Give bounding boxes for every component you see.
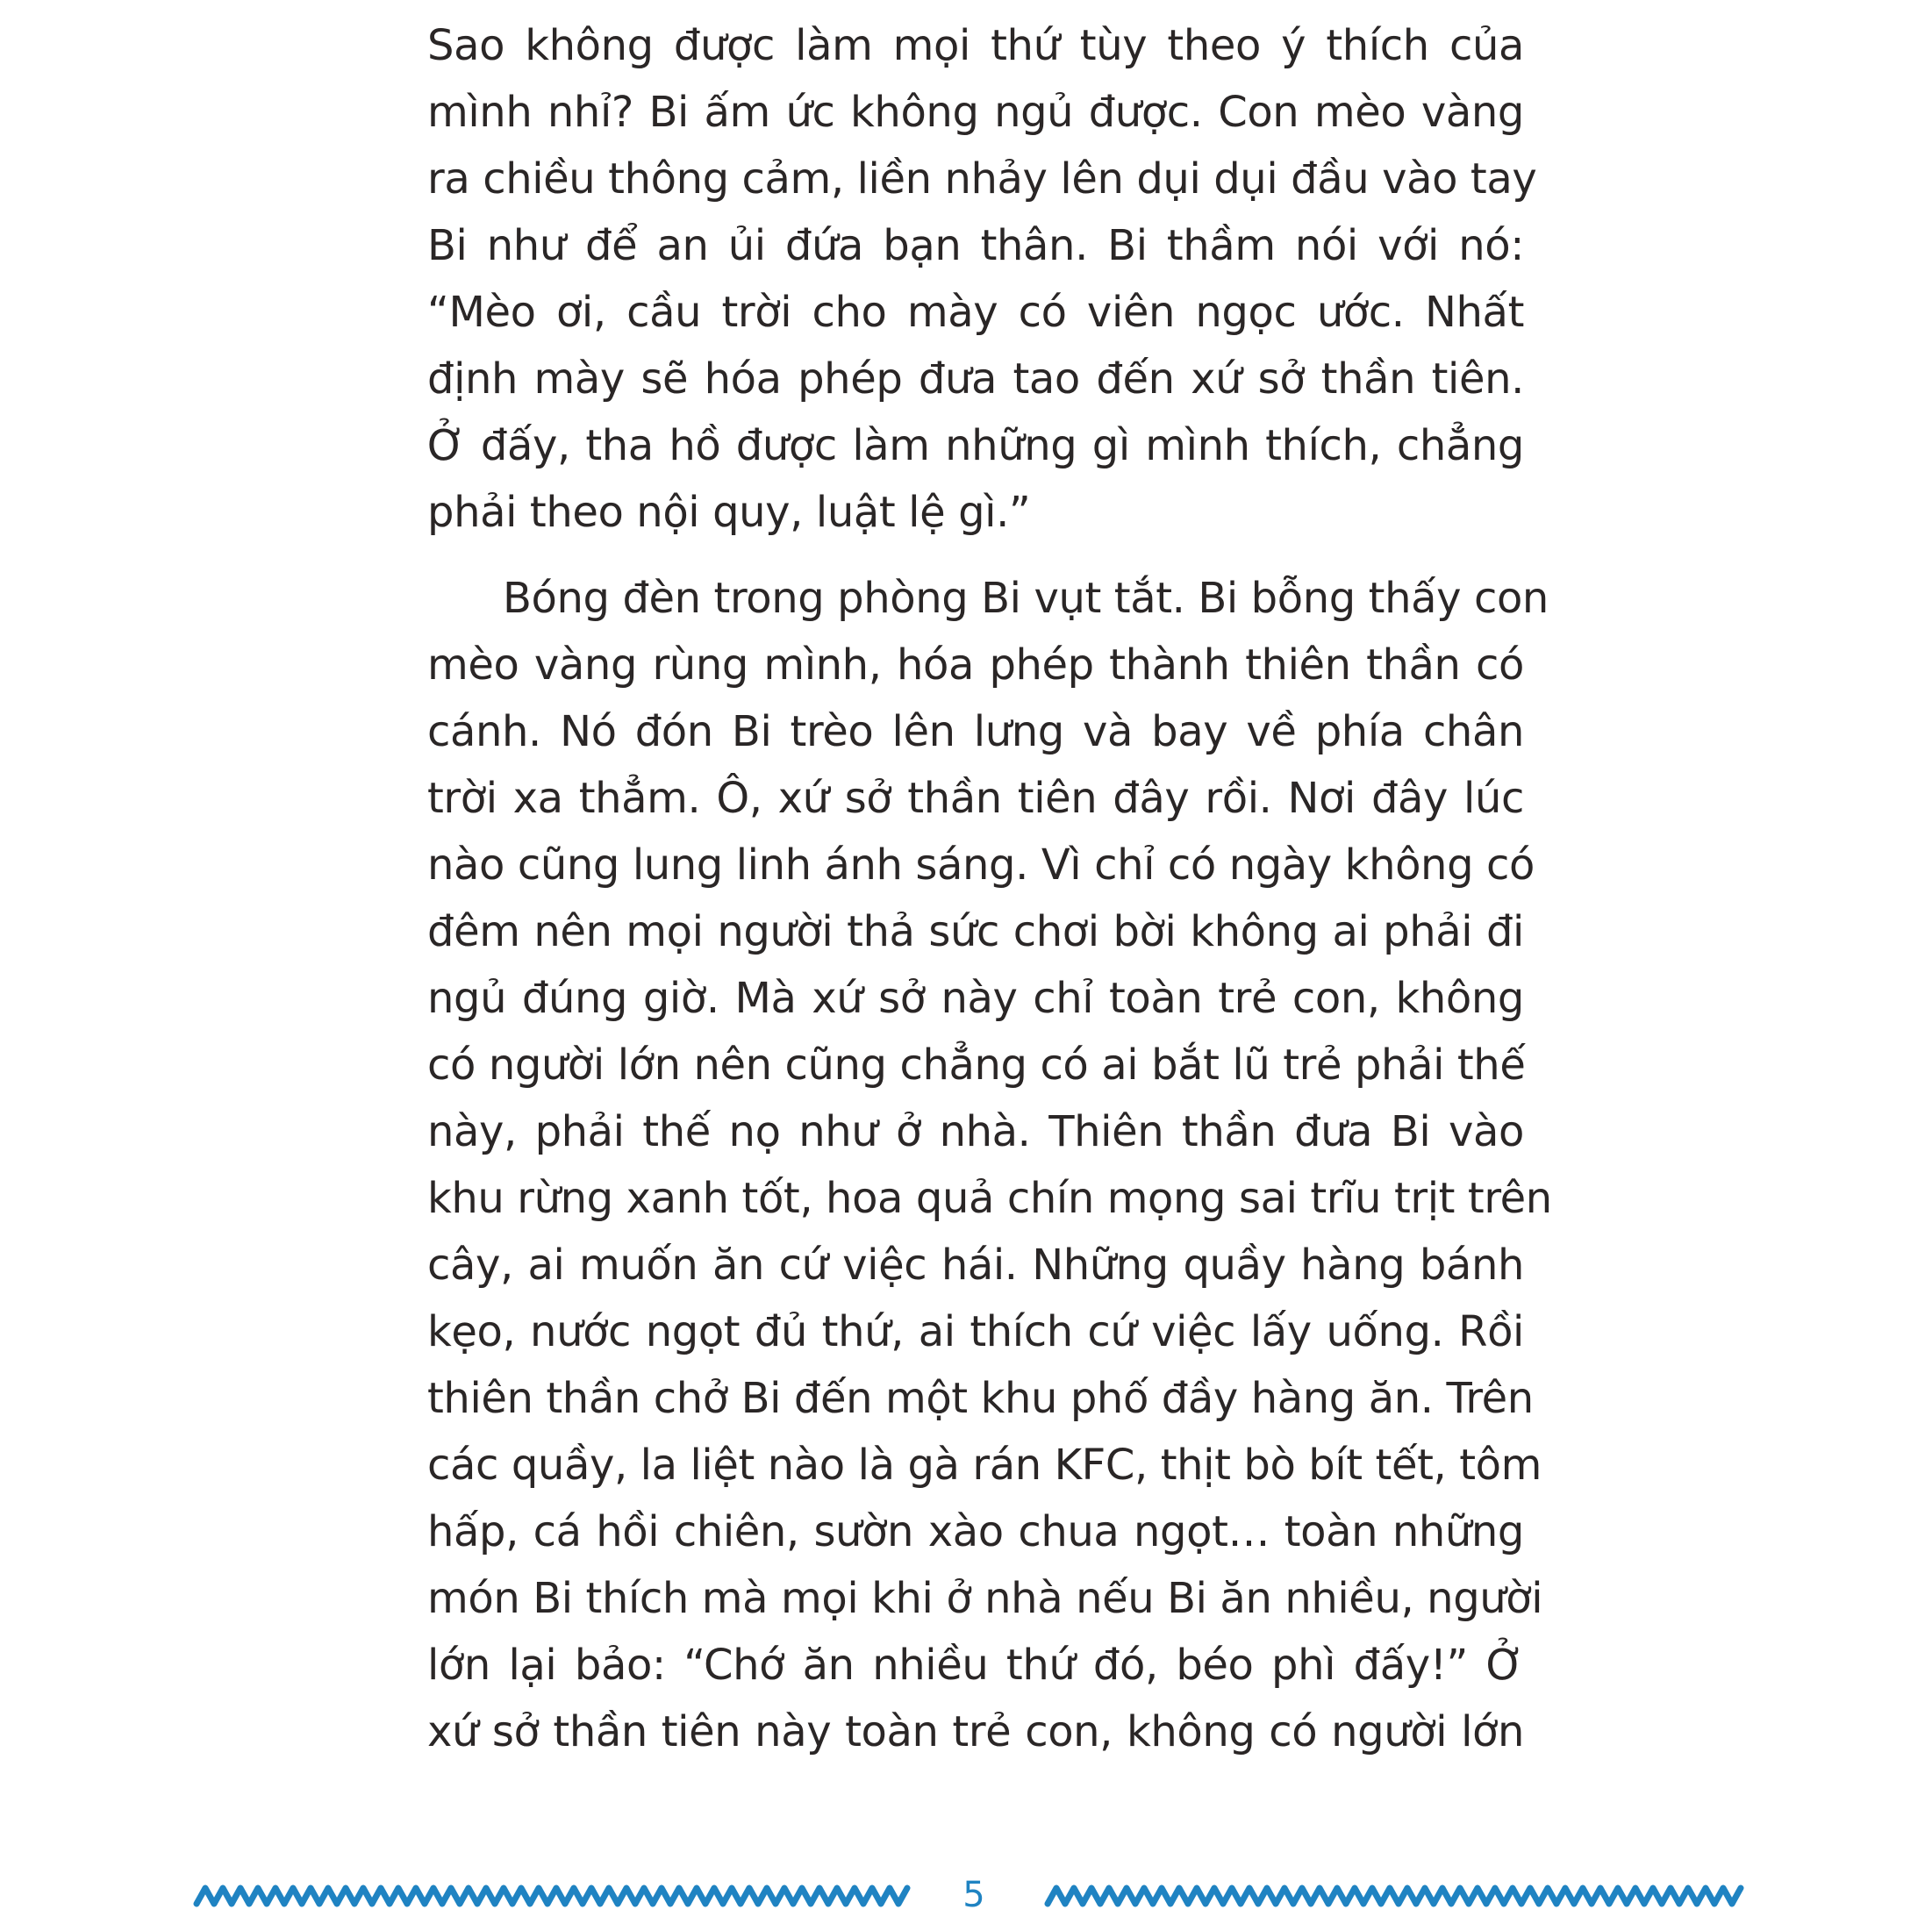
text-line: lớn lại bảo: “Chớ ăn nhiều thứ đó, béo phì đấy!” Ở (427, 1641, 1524, 1690)
text-line: phải theo nội quy, luật lệ gì.” (427, 488, 1031, 537)
text-line: xứ sở thần tiên này toàn trẻ con, không có người lớn (427, 1707, 1524, 1756)
text-line: thiên thần chở Bi đến một khu phố đầy hàng ăn. Trên (427, 1374, 1534, 1423)
text-line: Bóng đèn trong phòng Bi vụt tắt. Bi bỗng thấy con (503, 574, 1549, 623)
text-line: này, phải thế nọ như ở nhà. Thiên thần đưa Bi vào (427, 1107, 1524, 1156)
text-line: đêm nên mọi người thả sức chơi bời không ai phải đi (427, 907, 1524, 956)
text-line: món Bi thích mà mọi khi ở nhà nếu Bi ăn nhiều, người (427, 1574, 1543, 1623)
text-line: ngủ đúng giờ. Mà xứ sở này chỉ toàn trẻ con, không (427, 974, 1524, 1023)
wave-line (1048, 1888, 1741, 1904)
text-line: kẹo, nước ngọt đủ thứ, ai thích cứ việc lấy uống. Rồi (427, 1307, 1524, 1356)
text-line: trời xa thẳm. Ô, xứ sở thần tiên đây rồi. Nơi đây lúc (427, 774, 1524, 823)
text-line: mèo vàng rùng mình, hóa phép thành thiên thần có (427, 640, 1524, 690)
text-line: Sao không được làm mọi thứ tùy theo ý thích của (427, 21, 1524, 70)
text-line: mình nhỉ? Bi ấm ức không ngủ được. Con mèo vàng (427, 88, 1524, 137)
text-line: có người lớn nên cũng chẳng có ai bắt lũ trẻ phải thế (427, 1041, 1526, 1090)
text-line: Bi như để an ủi đứa bạn thân. Bi thầm nói với nó: (427, 221, 1524, 270)
page-body (427, 12, 1552, 1765)
wave-ornament-right (1044, 1877, 1746, 1913)
text-line: “Mèo ơi, cầu trời cho mày có viên ngọc ước. Nhất (427, 288, 1524, 337)
text-line: Ở đấy, tha hồ được làm những gì mình thích, chẳng (427, 421, 1524, 470)
text-line: khu rừng xanh tốt, hoa quả chín mọng sai trĩu trịt trên (427, 1174, 1552, 1223)
text-line: các quầy, la liệt nào là gà rán KFC, thịt bò bít tết, tôm (427, 1441, 1542, 1490)
text-line: cây, ai muốn ăn cứ việc hái. Những quầy hàng bánh (427, 1241, 1524, 1290)
text-line: cánh. Nó đón Bi trèo lên lưng và bay về phía chân (427, 707, 1524, 756)
text-line: hấp, cá hồi chiên, sườn xào chua ngọt… toàn những (427, 1507, 1524, 1556)
text-line: định mày sẽ hóa phép đưa tao đến xứ sở thần tiên. (427, 354, 1524, 404)
page-number: 5 (962, 1875, 985, 1915)
text-line: ra chiều thông cảm, liền nhảy lên dụi dụi đầu vào tay (427, 154, 1537, 204)
paragraph (427, 12, 1537, 546)
paragraph-gap (427, 546, 1524, 565)
paragraph (427, 565, 1552, 1765)
page-footer (0, 1860, 1932, 1930)
wave-line (197, 1888, 907, 1904)
wave-ornament-left (193, 1877, 912, 1913)
text-line: nào cũng lung linh ánh sáng. Vì chỉ có ngày không có (427, 840, 1535, 890)
